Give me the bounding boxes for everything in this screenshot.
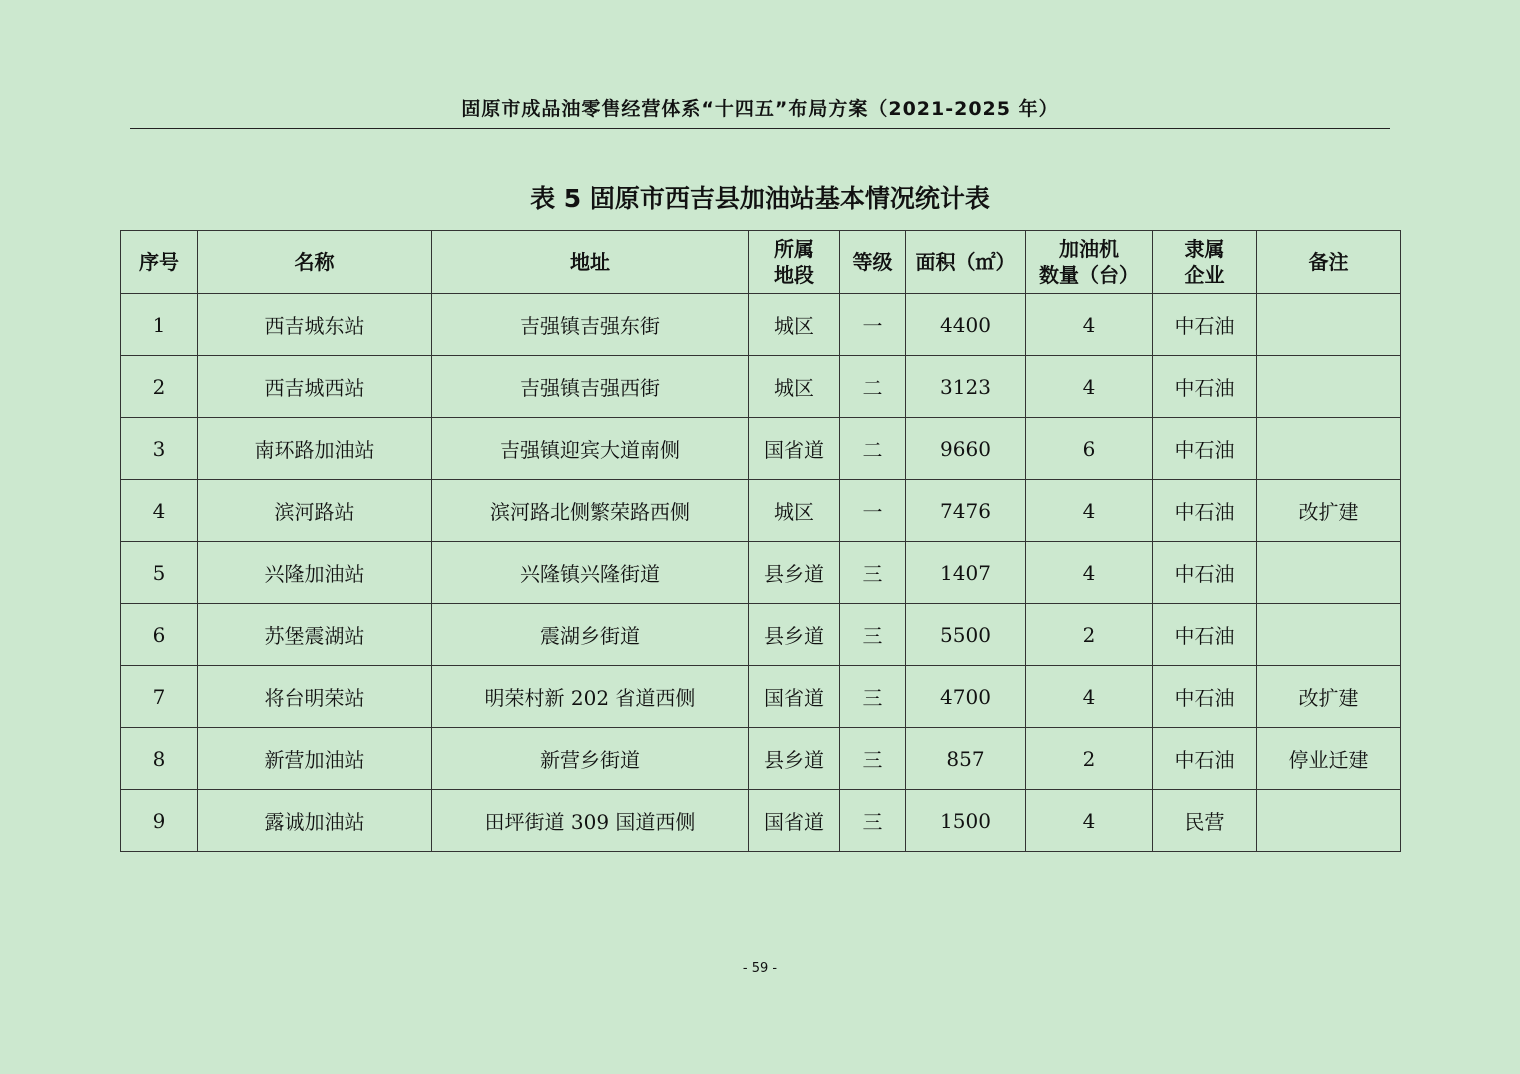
- col-grade-cell: 三: [840, 604, 906, 666]
- col-area-cell: 1500: [906, 790, 1026, 852]
- running-header: 固原市成品油零售经营体系“十四五”布局方案（2021-2025 年）: [461, 98, 1059, 120]
- header-label-line: 序号: [139, 250, 179, 274]
- col-remarks-cell: 改扩建: [1257, 666, 1401, 728]
- header-label-line: 地址: [570, 250, 610, 274]
- col-name-cell: 兴隆加油站: [198, 542, 432, 604]
- col-company-cell: 中石油: [1153, 542, 1257, 604]
- table-row: [121, 418, 1401, 480]
- table-title: 表 5 固原市西吉县加油站基本情况统计表: [530, 184, 990, 213]
- col-section-cell: 城区: [749, 356, 840, 418]
- col-company-cell: 中石油: [1153, 666, 1257, 728]
- col-area-cell: 9660: [906, 418, 1026, 480]
- col-address-cell: 滨河路北侧繁荣路西侧: [432, 480, 749, 542]
- col-section-cell: 国省道: [749, 790, 840, 852]
- col-remarks-cell: [1257, 542, 1401, 604]
- col-remarks-header: [1257, 231, 1401, 294]
- col-grade-cell: 一: [840, 294, 906, 356]
- col-name-cell: 将台明荣站: [198, 666, 432, 728]
- col-dispensers-cell: 2: [1026, 604, 1153, 666]
- col-grade-header: [840, 231, 906, 294]
- col-index-cell: 2: [121, 356, 198, 418]
- col-section-cell: 城区: [749, 294, 840, 356]
- header-label-line: 数量（台）: [1039, 263, 1139, 287]
- page-number: - 59 -: [742, 961, 778, 976]
- col-address-cell: 吉强镇吉强东街: [432, 294, 749, 356]
- col-index-cell: 6: [121, 604, 198, 666]
- header-label-line: 等级: [852, 250, 893, 274]
- col-grade-cell: 三: [840, 728, 906, 790]
- col-name-cell: 南环路加油站: [198, 418, 432, 480]
- table-body: [121, 294, 1401, 852]
- table-row: [121, 356, 1401, 418]
- col-section-cell: 国省道: [749, 666, 840, 728]
- col-section-cell: 国省道: [749, 418, 840, 480]
- col-remarks-cell: [1257, 604, 1401, 666]
- col-index-cell: 1: [121, 294, 198, 356]
- col-company-cell: 中石油: [1153, 294, 1257, 356]
- col-index-cell: 8: [121, 728, 198, 790]
- col-company-cell: 中石油: [1153, 418, 1257, 480]
- col-dispensers-header: [1026, 231, 1153, 294]
- col-index-cell: 4: [121, 480, 198, 542]
- col-dispensers-cell: 2: [1026, 728, 1153, 790]
- col-grade-cell: 一: [840, 480, 906, 542]
- col-area-cell: 4700: [906, 666, 1026, 728]
- col-name-cell: 西吉城东站: [198, 294, 432, 356]
- col-address-cell: 田坪街道 309 国道西侧: [432, 790, 749, 852]
- col-name-cell: 西吉城西站: [198, 356, 432, 418]
- col-name-cell: 新营加油站: [198, 728, 432, 790]
- col-dispensers-cell: 4: [1026, 790, 1153, 852]
- col-grade-cell: 二: [840, 418, 906, 480]
- header-label-line: 面积（㎡）: [915, 250, 1016, 274]
- col-area-cell: 7476: [906, 480, 1026, 542]
- header-rule: [130, 128, 1390, 129]
- col-name-header: [198, 231, 432, 294]
- col-dispensers-cell: 6: [1026, 418, 1153, 480]
- table-row: [121, 604, 1401, 666]
- table-row: [121, 294, 1401, 356]
- col-section-cell: 城区: [749, 480, 840, 542]
- table-row: [121, 666, 1401, 728]
- col-remarks-cell: [1257, 294, 1401, 356]
- col-area-cell: 857: [906, 728, 1026, 790]
- col-address-cell: 吉强镇吉强西街: [432, 356, 749, 418]
- header-label-line: 名称: [294, 250, 335, 274]
- header-label-line: 加油机: [1059, 237, 1119, 261]
- col-name-cell: 滨河路站: [198, 480, 432, 542]
- col-dispensers-cell: 4: [1026, 666, 1153, 728]
- col-area-header: [906, 231, 1026, 294]
- col-dispensers-cell: 4: [1026, 480, 1153, 542]
- col-company-cell: 中石油: [1153, 356, 1257, 418]
- col-section-cell: 县乡道: [749, 542, 840, 604]
- col-grade-cell: 三: [840, 542, 906, 604]
- col-company-header: [1153, 231, 1257, 294]
- col-address-cell: 兴隆镇兴隆街道: [432, 542, 749, 604]
- col-dispensers-cell: 4: [1026, 294, 1153, 356]
- col-name-cell: 苏堡震湖站: [198, 604, 432, 666]
- col-section-cell: 县乡道: [749, 728, 840, 790]
- col-grade-cell: 三: [840, 666, 906, 728]
- col-area-cell: 1407: [906, 542, 1026, 604]
- col-name-cell: 露诚加油站: [198, 790, 432, 852]
- col-section-cell: 县乡道: [749, 604, 840, 666]
- header-label-line: 备注: [1308, 250, 1349, 274]
- col-area-cell: 3123: [906, 356, 1026, 418]
- col-remarks-cell: [1257, 356, 1401, 418]
- header-label-line: 地段: [774, 263, 814, 287]
- col-address-cell: 吉强镇迎宾大道南侧: [432, 418, 749, 480]
- col-section-header: [749, 231, 840, 294]
- col-address-cell: 新营乡街道: [432, 728, 749, 790]
- table-row: [121, 728, 1401, 790]
- col-address-cell: 明荣村新 202 省道西侧: [432, 666, 749, 728]
- col-index-cell: 3: [121, 418, 198, 480]
- col-address-cell: 震湖乡街道: [432, 604, 749, 666]
- col-grade-cell: 三: [840, 790, 906, 852]
- col-remarks-cell: [1257, 418, 1401, 480]
- col-dispensers-cell: 4: [1026, 356, 1153, 418]
- col-grade-cell: 二: [840, 356, 906, 418]
- col-company-cell: 中石油: [1153, 728, 1257, 790]
- table-row: [121, 480, 1401, 542]
- col-index-cell: 7: [121, 666, 198, 728]
- header-label-line: 企业: [1184, 263, 1225, 287]
- table-row: [121, 542, 1401, 604]
- header-label-line: 隶属: [1184, 237, 1225, 261]
- col-index-header: [121, 231, 198, 294]
- col-address-header: [432, 231, 749, 294]
- col-index-cell: 9: [121, 790, 198, 852]
- table-row: [121, 790, 1401, 852]
- col-company-cell: 民营: [1153, 790, 1257, 852]
- col-company-cell: 中石油: [1153, 480, 1257, 542]
- col-remarks-cell: 停业迁建: [1257, 728, 1401, 790]
- col-index-cell: 5: [121, 542, 198, 604]
- col-remarks-cell: [1257, 790, 1401, 852]
- col-remarks-cell: 改扩建: [1257, 480, 1401, 542]
- col-area-cell: 4400: [906, 294, 1026, 356]
- gas-station-table: [120, 230, 1401, 852]
- header-label-line: 所属: [774, 237, 814, 261]
- col-company-cell: 中石油: [1153, 604, 1257, 666]
- col-dispensers-cell: 4: [1026, 542, 1153, 604]
- col-area-cell: 5500: [906, 604, 1026, 666]
- table-header-row: [121, 231, 1401, 294]
